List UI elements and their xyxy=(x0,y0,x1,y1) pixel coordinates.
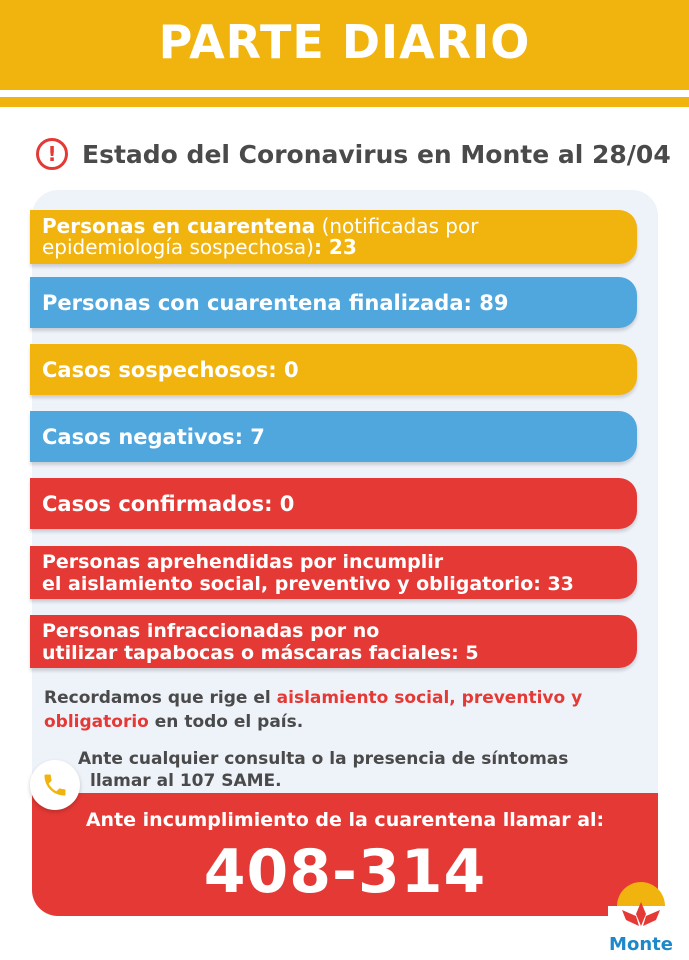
logo-text: Monte xyxy=(609,934,673,955)
stat-label: Personas en cuarentena xyxy=(42,214,316,238)
stat-text: Casos sospechosos: 0 xyxy=(42,357,299,382)
exclamation-circle-icon: ! xyxy=(36,138,68,170)
stat-bar-sospechosos xyxy=(30,344,637,395)
stat-bar-aprehendidas xyxy=(30,546,637,599)
stat-line-1: Personas infraccionadas por no xyxy=(42,619,380,642)
stat-bar-cuarentena-finalizada xyxy=(30,277,637,328)
reminder-text xyxy=(44,686,654,734)
reminder-part-1: Recordamos que rige el xyxy=(44,688,277,708)
reminder-part-2: en todo el país. xyxy=(148,712,304,732)
phone-handset-glyph xyxy=(41,771,69,799)
subtitle-row xyxy=(36,134,671,174)
stat-value: : 23 xyxy=(313,235,357,259)
monte-logo-mark xyxy=(608,880,674,936)
incumplimiento-box xyxy=(32,793,658,916)
stat-line-1: Personas aprehendidas por incumplir xyxy=(42,550,444,573)
header-banner xyxy=(0,0,689,90)
subtitle: Estado del Coronavirus en Monte al 28/04 xyxy=(82,139,671,169)
page-title: PARTE DIARIO xyxy=(158,15,531,69)
consulta-line-1: Ante cualquier consulta o la presencia de síntomas xyxy=(78,749,569,769)
consulta-line-2: llamar al 107 SAME. xyxy=(90,771,282,791)
stat-bar-infraccionadas xyxy=(30,615,637,668)
stat-text xyxy=(42,620,479,664)
stat-bar-cuarentena xyxy=(30,210,637,264)
stat-bar-negativos xyxy=(30,411,637,462)
consulta-text xyxy=(78,748,638,792)
stat-text: Casos confirmados: 0 xyxy=(42,491,295,516)
header-stripe xyxy=(0,97,689,107)
reminder-highlight: aislamiento social, preventivo y obligatorio xyxy=(44,688,583,732)
stat-line-2: el aislamiento social, preventivo y obligatorio: 33 xyxy=(42,572,574,595)
stat-text xyxy=(42,551,574,595)
phone-handset-icon xyxy=(30,760,80,810)
monte-logo xyxy=(608,880,674,956)
incumplimiento-phone-number: 408-314 xyxy=(203,837,487,907)
stat-text: Personas con cuarentena finalizada: 89 xyxy=(42,290,509,315)
stat-bar-confirmados xyxy=(30,478,637,529)
stat-line-2: utilizar tapabocas o máscaras faciales: 5 xyxy=(42,641,479,664)
stat-text: Casos negativos: 7 xyxy=(42,424,265,449)
stat-note: (notificadas por epidemiología sospechosa) xyxy=(42,214,479,259)
stat-text xyxy=(42,216,522,258)
incumplimiento-text: Ante incumplimiento de la cuarentena llamar al: xyxy=(85,809,605,831)
